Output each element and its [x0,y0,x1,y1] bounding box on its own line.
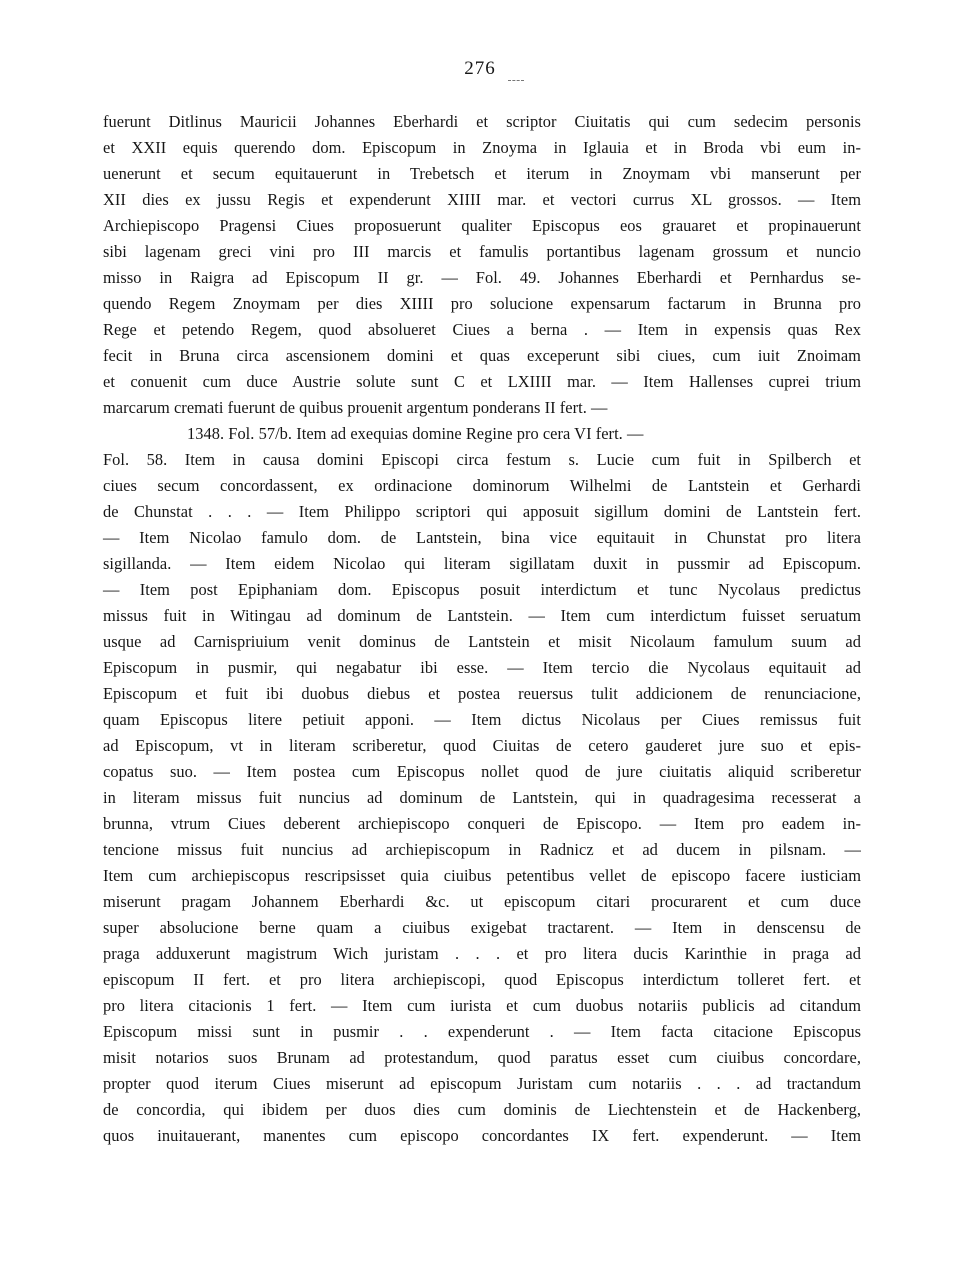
text-line: in literam missus fuit nuncius ad dominum de Lantstein, qui in quadragesima recesserat a [103,788,861,807]
text-line: Episcopum missi sunt in pusmir . . expenderunt . — Item facta citacione Episcopus [103,1022,861,1041]
text-line: ad Episcopum, vt in literam scriberetur, quod Ciuitas de cetero gauderet jure suo et epis- [103,736,861,755]
body-text [103,109,861,1149]
text-line: Item cum archiepiscopus rescripsisset quia ciuibus petentibus vellet de episcopo facere iusticiam [103,866,861,885]
text-line: et conuenit cum duce Austrie solute sunt C et LXIIII mar. — Item Hallenses cuprei trium [103,372,861,391]
text-line: missus fuit in Witingau ad dominum de Lantstein. — Item cum interdictum fuisset seruatum [103,606,861,625]
text-line: super absolucione berne quam a ciuibus exigebat tractarent. — Item in denscensu de [103,918,861,937]
text-line: copatus suo. — Item postea cum Episcopus nollet quod de jure ciuitatis aliquid scriberetur [103,762,861,781]
text-line: et XXII equis querendo dom. Episcopum in Znoyma in Iglauia et in Broda vbi eum in- [103,138,861,157]
text-line: quos inuitauerant, manentes cum episcopo concordantes IX fert. expenderunt. — Item [103,1126,861,1145]
text-line: propter quod iterum Ciues miserunt ad episcopum Juristam cum notariis . . . ad tractandum [103,1074,861,1093]
text-line: marcarum cremati fuerunt de quibus prouenit argentum ponderans II fert. — [103,398,608,417]
text-line: sigillanda. — Item eidem Nicolao qui literam sigillatam duxit in pussmir ad Episcopum. [103,554,861,573]
text-line: uenerunt et secum equitauerunt in Trebetsch et iterum in Znoymam vbi manserunt per [103,164,861,183]
text-line: usque ad Carnispriuium venit dominus de Lantstein et misit Nicolaum famulum suum ad [103,632,861,651]
text-line: quendo Regem Znoymam per dies XIIII pro solucione expensarum factarum in Brunna pro [103,294,861,313]
page-number: 276 [464,58,496,79]
text-line: Episcopum in pusmir, qui negabatur ibi esse. — Item tercio die Nycolaus equitauit ad [103,658,861,677]
page-number-mark [508,80,524,82]
text-line: ciues secum concordassent, ex ordinacione dominorum Wilhelmi de Lantstein et Gerhardi [103,476,861,495]
text-line: Fol. 58. Item in causa domini Episcopi circa festum s. Lucie cum fuit in Spilberch et [103,450,861,469]
text-line: Episcopum et fuit ibi duobus diebus et postea reuersus tulit addicionem de renunciacione, [103,684,861,703]
text-line: fecit in Bruna circa ascensionem domini et quas exceperunt sibi ciues, cum iuit Znoimam [103,346,861,365]
text-line: — Item post Epiphaniam dom. Episcopus posuit interdictum et tunc Nycolaus predictus [103,580,861,599]
text-line: quam Episcopus litere petiuit apponi. — Item dictus Nicolaus per Ciues remissus fuit [103,710,861,729]
text-line: miserunt pragam Johannem Eberhardi &c. ut episcopum citari procurarent et cum duce [103,892,861,911]
text-line: — Item Nicolao famulo dom. de Lantstein, bina vice equitauit in Chunstat pro litera [103,528,861,547]
text-line: Rege et petendo Regem, quod absolueret Ciues a berna . — Item in expensis quas Rex [103,320,861,339]
text-line: de Chunstat . . . — Item Philippo scriptori qui apposuit sigillum domini de Lantstein fert. [103,502,861,521]
text-line: Archiepiscopo Pragensi Ciues proposuerunt qualiter Episcopus eos grauaret et propinauerunt [103,216,861,235]
text-line: misit notarios suos Brunam ad protestandum, quod paratus esset cum ciuibus concordare, [103,1048,861,1067]
text-line: pro litera citacionis 1 fert. — Item cum iurista et cum duobus notariis publicis ad citandum [103,996,861,1015]
text-line: praga adduxerunt magistrum Wich juristam . . . et pro litera ducis Karinthie in praga ad [103,944,861,963]
text-line: XII dies ex jussu Regis et expenderunt XIIII mar. et vectori currus XL grossos. — Item [103,190,861,209]
text-line: fuerunt Ditlinus Mauricii Johannes Eberhardi et scriptor Ciuitatis qui cum sedecim personis [103,112,861,131]
text-line: sibi lagenam greci vini pro III marcis et famulis portantibus lagenam grossum et nuncio [103,242,861,261]
text-line: episcopum II fert. et pro litera archiepiscopi, quod Episcopus interdictum tolleret fert. et [103,970,861,989]
text-line: de concordia, qui ibidem per duos dies cum dominis de Liechtenstein et de Hackenberg, [103,1100,861,1119]
text-line: brunna, vtrum Ciues deberent archiepiscopo conqueri de Episcopo. — Item pro eadem in- [103,814,861,833]
text-line: 1348. Fol. 57/b. Item ad exequias domine Regine pro cera VI fert. — [187,424,644,443]
text-line: misso in Raigra ad Episcopum II gr. — Fol. 49. Johannes Eberhardi et Pernhardus se- [103,268,861,287]
text-line: tencione missus fuit nuncius ad archiepiscopum in Radnicz et ad ducem in pilsnam. — [103,840,861,859]
